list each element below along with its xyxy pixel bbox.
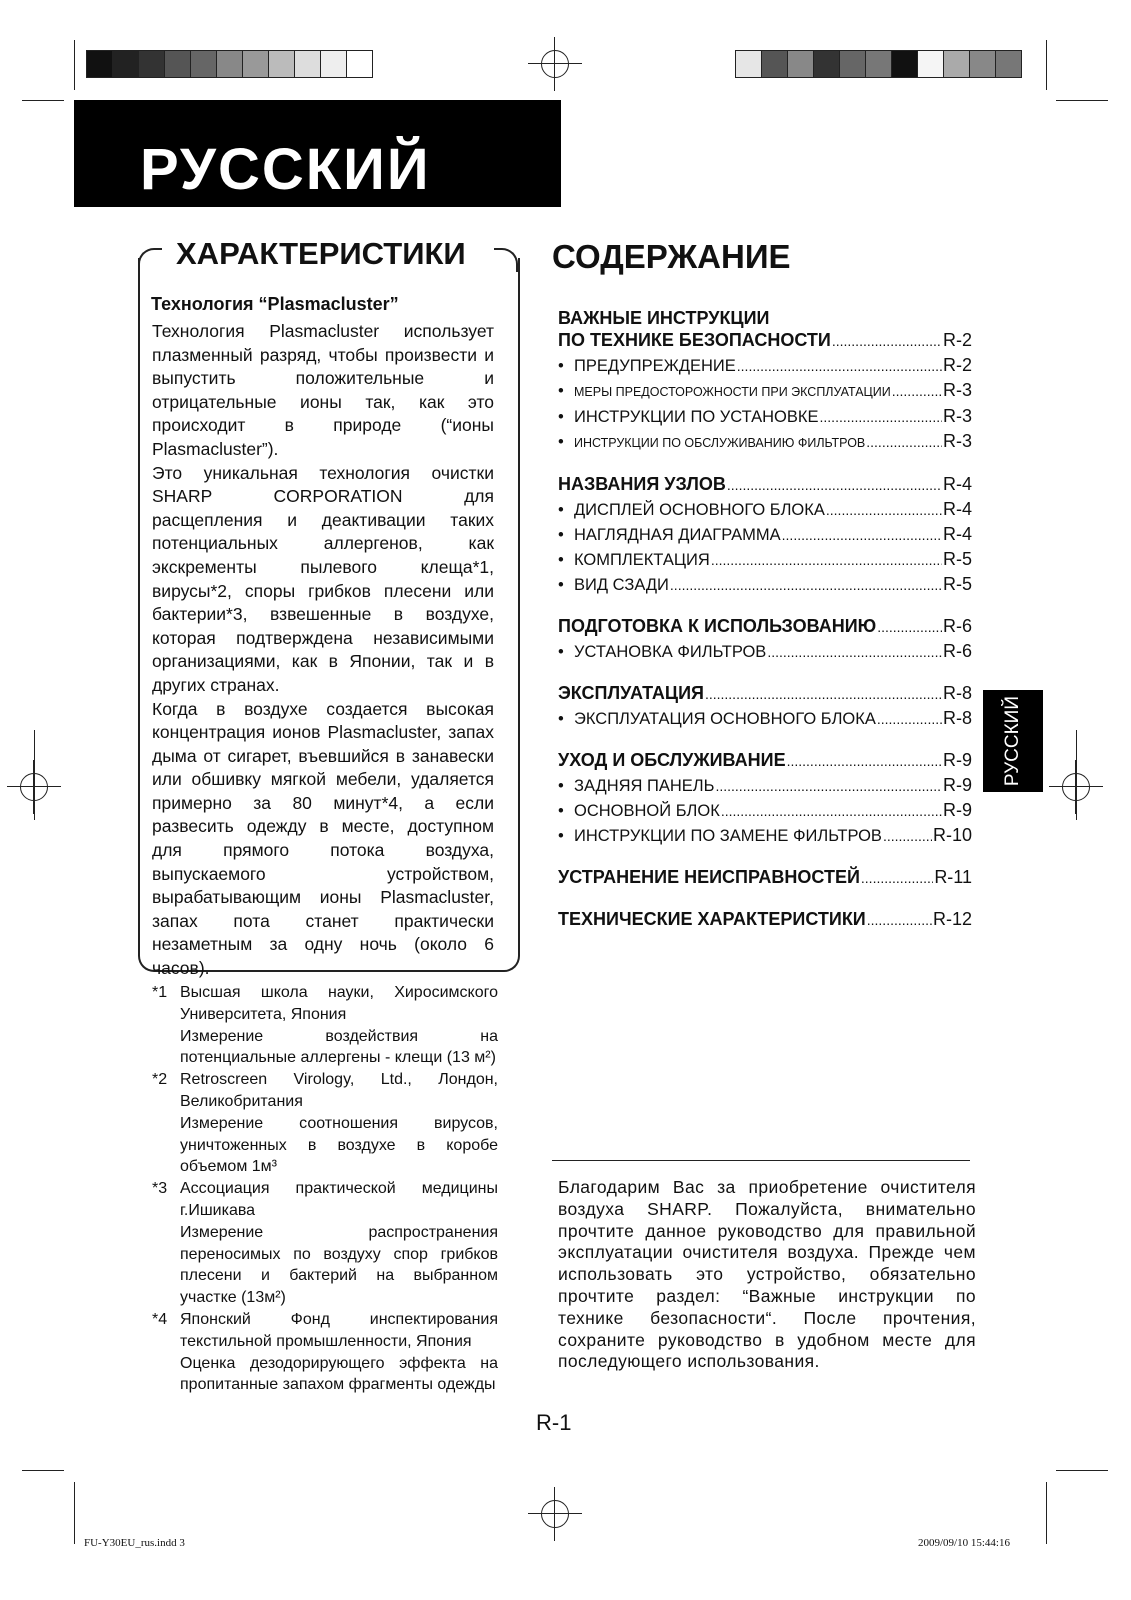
toc-leader-dots: [782, 523, 942, 547]
toc-leader-dots: [877, 707, 942, 731]
toc-leader-dots: [670, 573, 942, 597]
toc-section: [558, 473, 972, 597]
color-swatch: [113, 51, 139, 77]
toc-leader-dots: [727, 474, 942, 497]
toc-section-row: [558, 615, 972, 639]
toc-section-title: НАЗВАНИЯ УЗЛОВ: [558, 474, 726, 494]
color-swatch: [736, 51, 762, 77]
toc-item: [558, 404, 972, 429]
color-swatch: [295, 51, 321, 77]
features-subtitle: Технология “Plasmacluster”: [151, 294, 399, 314]
crop-mark: [1046, 1482, 1047, 1544]
toc-item-page: R-6: [942, 641, 972, 661]
toc-leader-dots: [892, 379, 942, 403]
features-box-corner: [138, 248, 162, 272]
registration-mark-icon: [1062, 773, 1090, 801]
footnotes: [152, 982, 498, 1396]
toc-item-page: R-9: [942, 800, 972, 820]
color-swatch: [321, 51, 347, 77]
color-swatch: [918, 51, 944, 77]
toc-item: [558, 706, 972, 731]
toc-section-page: R-8: [942, 683, 972, 703]
toc-leader-dots: [721, 799, 942, 823]
page-number: R-1: [536, 1410, 572, 1435]
features-paragraph: Когда в воздухе создается высокая концентрация ионов Plasmacluster, запах дыма от сигарет, въевшийся в занавески или обшивку мягкой мебели, удаляется примерно за 80 минут*4, а если развесить одежду в месте, доступном для прямого потока воздуха, выпускаемого устройством, вырабатывающим ионы Plasmacluster, запах пота станет практически незаметным за одну ночь (около 6 часов).: [152, 698, 494, 979]
footnote-line: Измерение соотношения вирусов, уничтоженных в воздухе в коробе объемом 1м³: [180, 1114, 498, 1176]
toc-item-label: ЭКСПЛУАТАЦИЯ ОСНОВНОГО БЛОКА: [574, 710, 876, 728]
toc-item-page: R-2: [942, 355, 972, 375]
toc-section-title: ЭКСПЛУАТАЦИЯ: [558, 683, 704, 703]
footnote-mark: *3: [152, 1180, 168, 1198]
footnote-text: [180, 1178, 498, 1309]
toc-item: [558, 547, 972, 572]
toc-leader-dots: [737, 354, 942, 378]
color-swatch: [892, 51, 918, 77]
color-swatch: [87, 51, 113, 77]
bullet-icon: •: [558, 433, 564, 451]
color-swatch: [762, 51, 788, 77]
color-swatch: [996, 51, 1021, 77]
toc-item-page: R-4: [942, 499, 972, 519]
toc-item: [558, 773, 972, 798]
bullet-icon: •: [558, 526, 564, 544]
color-swatch: [165, 51, 191, 77]
toc-item-page: R-5: [942, 549, 972, 569]
features-heading: ХАРАКТЕРИСТИКИ: [172, 236, 470, 272]
toc-item-page: R-4: [942, 524, 972, 544]
crop-mark: [1056, 1470, 1108, 1471]
slug-timestamp: 2009/09/10 15:44:16: [918, 1537, 1010, 1549]
toc-item: [558, 497, 972, 522]
features-body: [152, 320, 494, 981]
toc-item: [558, 353, 972, 378]
toc-section: [558, 615, 972, 664]
toc-section-row: [558, 473, 972, 497]
toc-item: [558, 639, 972, 664]
toc-section-page: R-9: [942, 750, 972, 770]
color-swatch: [944, 51, 970, 77]
footnote-text: [180, 1309, 498, 1396]
crop-mark: [22, 1470, 64, 1471]
footnote-mark: *1: [152, 984, 168, 1001]
toc-section: [558, 866, 972, 890]
features-box-corner: [494, 248, 518, 272]
toc-item: [558, 522, 972, 547]
footnote-line: Оценка дезодорирующего эффекта на пропитанные запахом фрагменты одежды: [180, 1354, 498, 1394]
bullet-icon: •: [558, 576, 564, 594]
bullet-icon: •: [558, 408, 564, 426]
toc-section-page: R-11: [934, 867, 972, 887]
toc-leader-dots: [787, 750, 942, 773]
toc-leader-dots: [826, 498, 942, 522]
toc-section-row: [558, 866, 972, 890]
toc-item-page: R-3: [942, 380, 972, 400]
color-swatch: [866, 51, 892, 77]
toc-section: [558, 749, 972, 848]
color-swatch: [217, 51, 243, 77]
toc-section-title: УСТРАНЕНИЕ НЕИСПРАВНОСТЕЙ: [558, 867, 860, 887]
toc-section-page: R-4: [942, 474, 972, 494]
toc-item-page: R-3: [942, 406, 972, 426]
bullet-icon: •: [558, 551, 564, 569]
registration-mark-icon: [541, 1500, 569, 1528]
footnote-mark: *2: [152, 1071, 168, 1089]
toc-leader-dots: [832, 330, 942, 353]
crop-mark: [74, 40, 75, 90]
toc-leader-dots: [883, 824, 932, 848]
toc-section-page: R-2: [942, 330, 972, 350]
footnote: [152, 982, 498, 1069]
color-swatch: [243, 51, 269, 77]
toc-section-title: УХОД И ОБСЛУЖИВАНИЕ: [558, 750, 786, 770]
color-swatch: [269, 51, 295, 77]
toc-leader-dots: [767, 640, 942, 664]
toc-section: [558, 307, 972, 455]
registration-mark-icon: [541, 50, 569, 78]
toc-leader-dots: [705, 683, 942, 706]
toc-item: [558, 823, 972, 848]
table-of-contents: [558, 307, 972, 950]
footnote: [152, 1309, 498, 1396]
color-swatch: [814, 51, 840, 77]
toc-item-label: ДИСПЛЕЙ ОСНОВНОГО БЛОКА: [574, 501, 825, 519]
color-swatch: [970, 51, 996, 77]
bullet-icon: •: [558, 802, 564, 820]
toc-section-title: ПО ТЕХНИКЕ БЕЗОПАСНОСТИ: [558, 330, 831, 350]
toc-item-page: R-10: [932, 825, 972, 845]
bullet-icon: •: [558, 357, 564, 375]
bullet-icon: •: [558, 777, 564, 795]
language-banner-title: РУССКИЙ: [140, 137, 431, 202]
divider: [552, 1160, 970, 1161]
side-language-tab-label: РУССКИЙ: [1002, 695, 1023, 787]
color-bar-right: [735, 50, 1022, 78]
footnote: [152, 1069, 498, 1178]
toc-leader-dots: [866, 430, 942, 454]
footnote-text: [180, 982, 498, 1069]
footnote-line: Высшая школа науки, Хиросимского Университета, Япония: [180, 984, 498, 1023]
footnote-line: Японский Фонд инспектирования текстильной промышленности, Япония: [180, 1310, 498, 1350]
toc-section-row: [558, 908, 972, 932]
thanks-paragraph: Благодарим Вас за приобретение очистителя воздуха SHARP. Пожалуйста, внимательно прочтите данное руководство для правильной эксплуатации очистителя воздуха. Прежде чем использовать это устройство, обязательно прочтите раздел: “Важные инструкции по технике безопасности“. После прочтения, сохраните руководство в удобном месте для последующего использования.: [558, 1177, 976, 1372]
registration-mark-icon: [20, 773, 48, 801]
crop-mark: [74, 1482, 75, 1544]
toc-section-row: [558, 682, 972, 706]
footnote-text: [180, 1069, 498, 1178]
toc-item-label: ЗАДНЯЯ ПАНЕЛЬ: [574, 777, 715, 795]
toc-item-label: ВИД СЗАДИ: [574, 576, 669, 594]
color-swatch: [347, 51, 372, 77]
toc-item-label: ИНСТРУКЦИИ ПО УСТАНОВКЕ: [574, 408, 819, 426]
crop-mark: [22, 100, 64, 101]
toc-item-label: УСТАНОВКА ФИЛЬТРОВ: [574, 643, 767, 661]
toc-item-label: МЕРЫ ПРЕДОСТОРОЖНОСТИ ПРИ ЭКСПЛУАТАЦИИ: [574, 385, 891, 399]
toc-section-page: R-6: [942, 616, 972, 636]
toc-leader-dots: [877, 616, 942, 639]
color-swatch: [788, 51, 814, 77]
slug-filename: FU-Y30EU_rus.indd 3: [84, 1537, 185, 1549]
toc-item: [558, 429, 972, 455]
toc-leader-dots: [715, 774, 942, 798]
footnote-line: Измерение воздействия на потенциальные аллергены - клещи (13 м²): [180, 1027, 498, 1067]
crop-mark: [1046, 40, 1047, 90]
color-bar-left: [86, 50, 373, 78]
bullet-icon: •: [558, 643, 564, 661]
toc-leader-dots: [711, 548, 942, 572]
toc-section: [558, 908, 972, 932]
side-tab-label-wrap: [983, 690, 1043, 792]
color-swatch: [840, 51, 866, 77]
features-paragraph: Технология Plasmacluster использует плазменный разряд, чтобы произвести и выпустить положительные и отрицательные ионы так, как это происходит в природе (“ионы Plasmacluster”).: [152, 321, 494, 459]
toc-section-row: [558, 749, 972, 773]
toc-item-label: ИНСТРУКЦИИ ПО ЗАМЕНЕ ФИЛЬТРОВ: [574, 827, 882, 845]
toc-item-label: НАГЛЯДНАЯ ДИАГРАММА: [574, 526, 781, 544]
toc-item: [558, 572, 972, 597]
toc-leader-dots: [867, 909, 932, 932]
bullet-icon: •: [558, 382, 564, 400]
footnote: [152, 1178, 498, 1309]
contents-heading: СОДЕРЖАНИЕ: [552, 238, 791, 275]
bullet-icon: •: [558, 501, 564, 519]
toc-item: [558, 378, 972, 404]
footnote-line: Ассоциация практической медицины г.Ишикава: [180, 1180, 498, 1219]
toc-section-title-line: ВАЖНЫЕ ИНСТРУКЦИИ: [558, 308, 770, 328]
toc-item-page: R-5: [942, 574, 972, 594]
toc-item-label: ОСНОВНОЙ БЛОК: [574, 802, 720, 820]
toc-item-page: R-3: [942, 431, 972, 451]
toc-section-page: R-12: [932, 909, 972, 929]
bullet-icon: •: [558, 827, 564, 845]
footnote-line: Retroscreen Virology, Ltd., Лондон, Великобритания: [180, 1071, 498, 1110]
toc-section-title: ПОДГОТОВКА К ИСПОЛЬЗОВАНИЮ: [558, 616, 877, 636]
toc-item-label: КОМПЛЕКТАЦИЯ: [574, 551, 710, 569]
bullet-icon: •: [558, 710, 564, 728]
crop-mark: [1056, 100, 1108, 101]
toc-item-label: ИНСТРУКЦИИ ПО ОБСЛУЖИВАНИЮ ФИЛЬТРОВ: [574, 436, 866, 450]
color-swatch: [191, 51, 217, 77]
color-swatch: [139, 51, 165, 77]
toc-item-page: R-8: [942, 708, 972, 728]
footnote-line: Измерение распространения переносимых по воздуху спор грибков плесени и бактерий на выбранном участке (13м²): [180, 1223, 498, 1307]
toc-leader-dots: [861, 867, 933, 890]
footnote-mark: *4: [152, 1310, 168, 1328]
toc-section: [558, 682, 972, 731]
features-paragraph: Это уникальная технология очистки SHARP CORPORATION для расщепления и деактивации таких потенциальных аллергенов, как экскременты пылевого клеща*1, вирусы*2, споры грибков плесени или бактерии*3, взвешенные в воздухе, которая подтверждена независимыми организациями, как в Японии, так и в других странах.: [152, 462, 494, 695]
toc-item-page: R-9: [942, 775, 972, 795]
toc-section-row: [558, 329, 972, 353]
toc-item: [558, 798, 972, 823]
toc-leader-dots: [820, 405, 942, 429]
toc-section-title: ТЕХНИЧЕСКИЕ ХАРАКТЕРИСТИКИ: [558, 909, 866, 929]
toc-item-label: ПРЕДУПРЕЖДЕНИЕ: [574, 357, 736, 375]
